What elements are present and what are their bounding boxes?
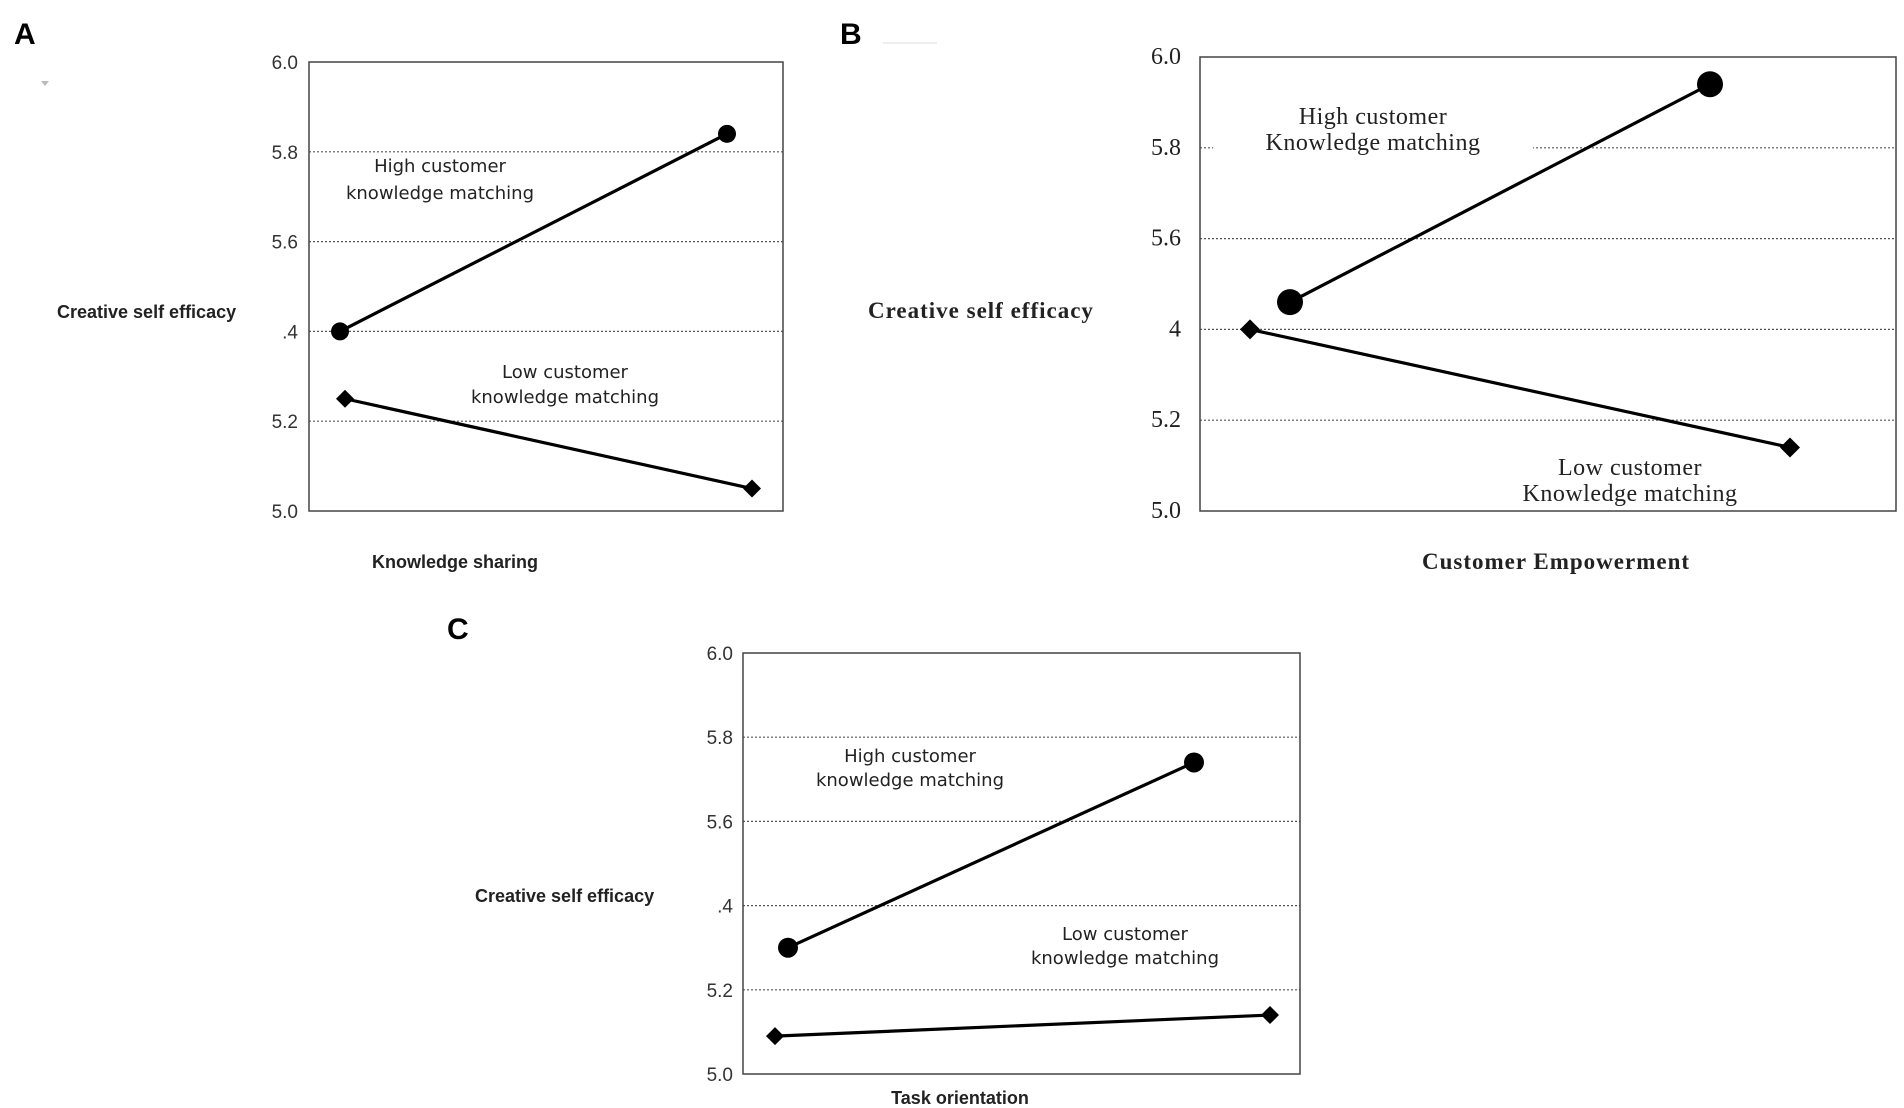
series-high — [331, 125, 736, 341]
y-tick-label: 5.6 — [1151, 225, 1181, 252]
series-annotation: Low customer Knowledge matching — [1522, 455, 1738, 507]
circle-marker — [1697, 71, 1723, 97]
y-tick-label: 5.2 — [271, 412, 298, 434]
y-tick-label: 5.2 — [706, 980, 733, 1002]
y-tick-label: 5.8 — [1151, 134, 1181, 161]
diamond-marker — [1240, 319, 1260, 339]
diamond-marker — [766, 1027, 784, 1045]
panel-letter: C — [447, 613, 469, 646]
diamond-marker — [743, 480, 761, 498]
y-axis-label: Creative self efficacy — [57, 302, 237, 322]
circle-marker — [1184, 752, 1204, 772]
diamond-marker — [1261, 1006, 1279, 1024]
series-low — [1240, 319, 1800, 507]
diamond-marker — [1780, 437, 1800, 457]
series-line — [1250, 329, 1790, 447]
series-annotation: High customer knowledge matching — [345, 156, 535, 204]
series-annotation: High customer knowledge matching — [815, 746, 1005, 791]
plot-frame — [743, 653, 1300, 1074]
panel-letter: B — [840, 18, 862, 51]
chart-panel-b — [840, 18, 1896, 574]
y-tick-label: 5.8 — [706, 728, 733, 750]
y-tick-label: 6.0 — [1151, 44, 1181, 70]
series-high — [1213, 71, 1723, 315]
y-tick-label: 5.6 — [706, 812, 733, 834]
series-annotation: Low customer knowledge matching — [470, 362, 660, 408]
y-tick-label: 5.2 — [1151, 407, 1181, 434]
series-annotation: Low customer knowledge matching — [1030, 924, 1220, 969]
x-axis-label: Customer Empowerment — [1421, 549, 1691, 574]
diamond-marker — [336, 390, 354, 408]
series-low — [336, 362, 761, 498]
circle-marker — [331, 322, 349, 340]
x-axis-label: Task orientation — [891, 1088, 1029, 1108]
y-tick-label: 5.0 — [706, 1065, 733, 1086]
series-line — [345, 399, 752, 489]
y-tick-label: 6.0 — [271, 53, 298, 74]
circle-marker — [1277, 289, 1303, 315]
series-annotation: High customer Knowledge matching — [1265, 104, 1481, 156]
y-axis-label: Creative self efficacy — [475, 886, 655, 906]
y-tick-label: 5.6 — [271, 232, 298, 254]
chart-panel-c — [447, 613, 1300, 1108]
series-line — [775, 1015, 1270, 1036]
y-axis-label: Creative self efficacy — [868, 298, 1094, 323]
y-tick-label: 5.0 — [1151, 498, 1181, 524]
chart-panel-a — [14, 18, 783, 572]
small-caret-icon — [41, 81, 49, 86]
circle-marker — [778, 938, 798, 958]
y-tick-label: 4 — [1169, 316, 1181, 343]
y-tick-label: .4 — [282, 322, 298, 344]
circle-marker — [718, 125, 736, 143]
series-low — [766, 924, 1279, 1045]
y-tick-label: .4 — [717, 896, 733, 918]
y-tick-label: 6.0 — [706, 644, 733, 665]
x-axis-label: Knowledge sharing — [371, 552, 539, 572]
y-tick-label: 5.8 — [271, 142, 298, 164]
panel-letter: A — [14, 18, 36, 51]
y-tick-label: 5.0 — [271, 502, 298, 523]
